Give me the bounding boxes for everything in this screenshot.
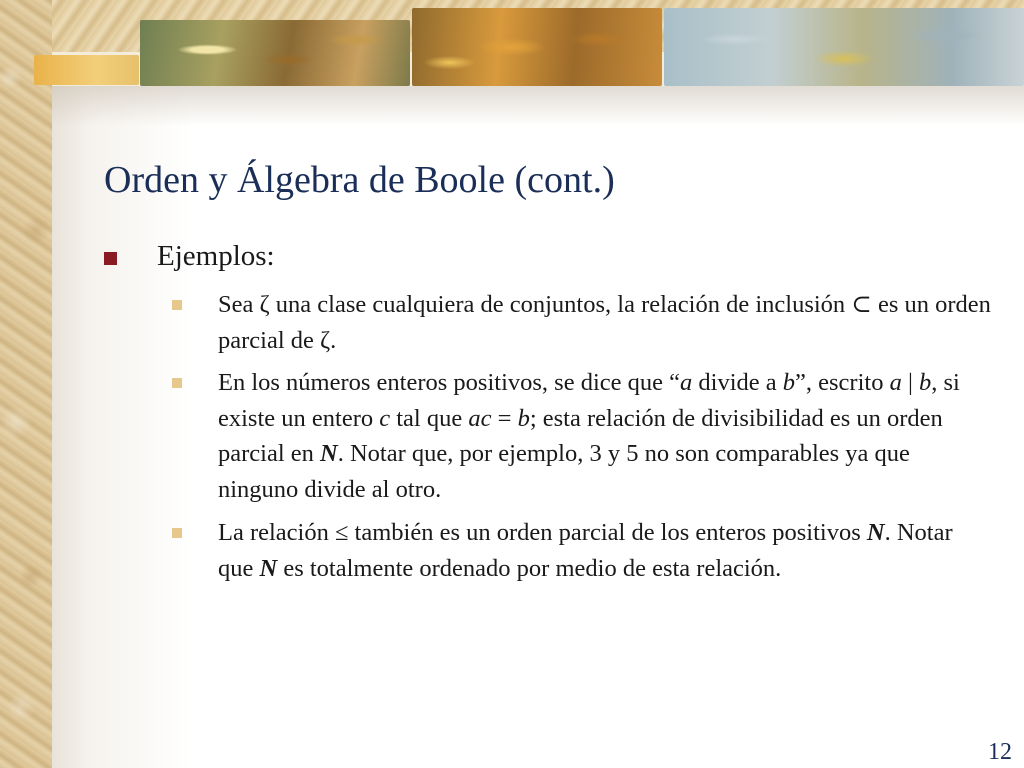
square-bullet-icon [172, 378, 182, 388]
square-bullet-icon [172, 528, 182, 538]
text-segment: Sea ζ una clase cualquiera de conjuntos, la relación de inclusión ⊂ es un orden parcial de ζ. [218, 291, 991, 354]
list-item [172, 287, 992, 358]
list-item-text [218, 515, 992, 586]
text-segment: . Notar que, por ejemplo, 3 y 5 no son comparables ya que ninguno divide al otro. [218, 440, 910, 503]
text-segment: ac [468, 404, 492, 432]
list-item-text [218, 365, 992, 507]
list-item-text [218, 287, 992, 358]
text-segment: N [320, 440, 338, 467]
text-segment: = [491, 404, 518, 432]
decorative-leaf-panel-3 [412, 8, 662, 86]
text-segment: es totalmente ordenado por medio de esta relación. [277, 554, 782, 582]
text-segment: | [901, 369, 919, 396]
decorative-leaf-panel-1 [34, 55, 139, 85]
text-segment: ; esta relación de divisibilidad es un orden parcial en [218, 404, 943, 467]
decorative-left-strip [0, 0, 52, 768]
text-segment: b [517, 404, 530, 432]
list-item [172, 515, 992, 586]
decorative-leaf-panel-2 [140, 20, 410, 86]
decorative-leaf-panel-4 [664, 8, 1024, 86]
text-segment: ”, escrito [795, 369, 890, 396]
text-segment: . Notar que [218, 519, 953, 582]
text-segment: b [782, 369, 796, 396]
bullet-heading: Ejemplos: [157, 240, 275, 272]
text-segment: a [680, 369, 693, 396]
slide-top-shadow [52, 86, 1024, 126]
bullet-heading-row [104, 241, 275, 273]
text-segment: b [918, 369, 932, 396]
text-segment: c [379, 404, 391, 432]
text-segment: divide a [692, 369, 783, 396]
square-bullet-icon [104, 252, 117, 265]
text-segment: N [866, 519, 885, 546]
list-item [172, 365, 992, 507]
square-bullet-icon [172, 300, 182, 310]
text-segment: , si existe un entero [218, 369, 960, 432]
page-number: 12 [988, 739, 1012, 765]
text-segment: tal que [390, 404, 469, 432]
text-segment: En los números enteros positivos, se dice que “ [218, 369, 681, 396]
text-segment: N [259, 554, 278, 582]
text-segment: a [889, 369, 902, 396]
slide-title: Orden y Álgebra de Boole (cont.) [104, 159, 615, 201]
text-segment: La relación ≤ también es un orden parcial de los enteros positivos [218, 519, 867, 546]
